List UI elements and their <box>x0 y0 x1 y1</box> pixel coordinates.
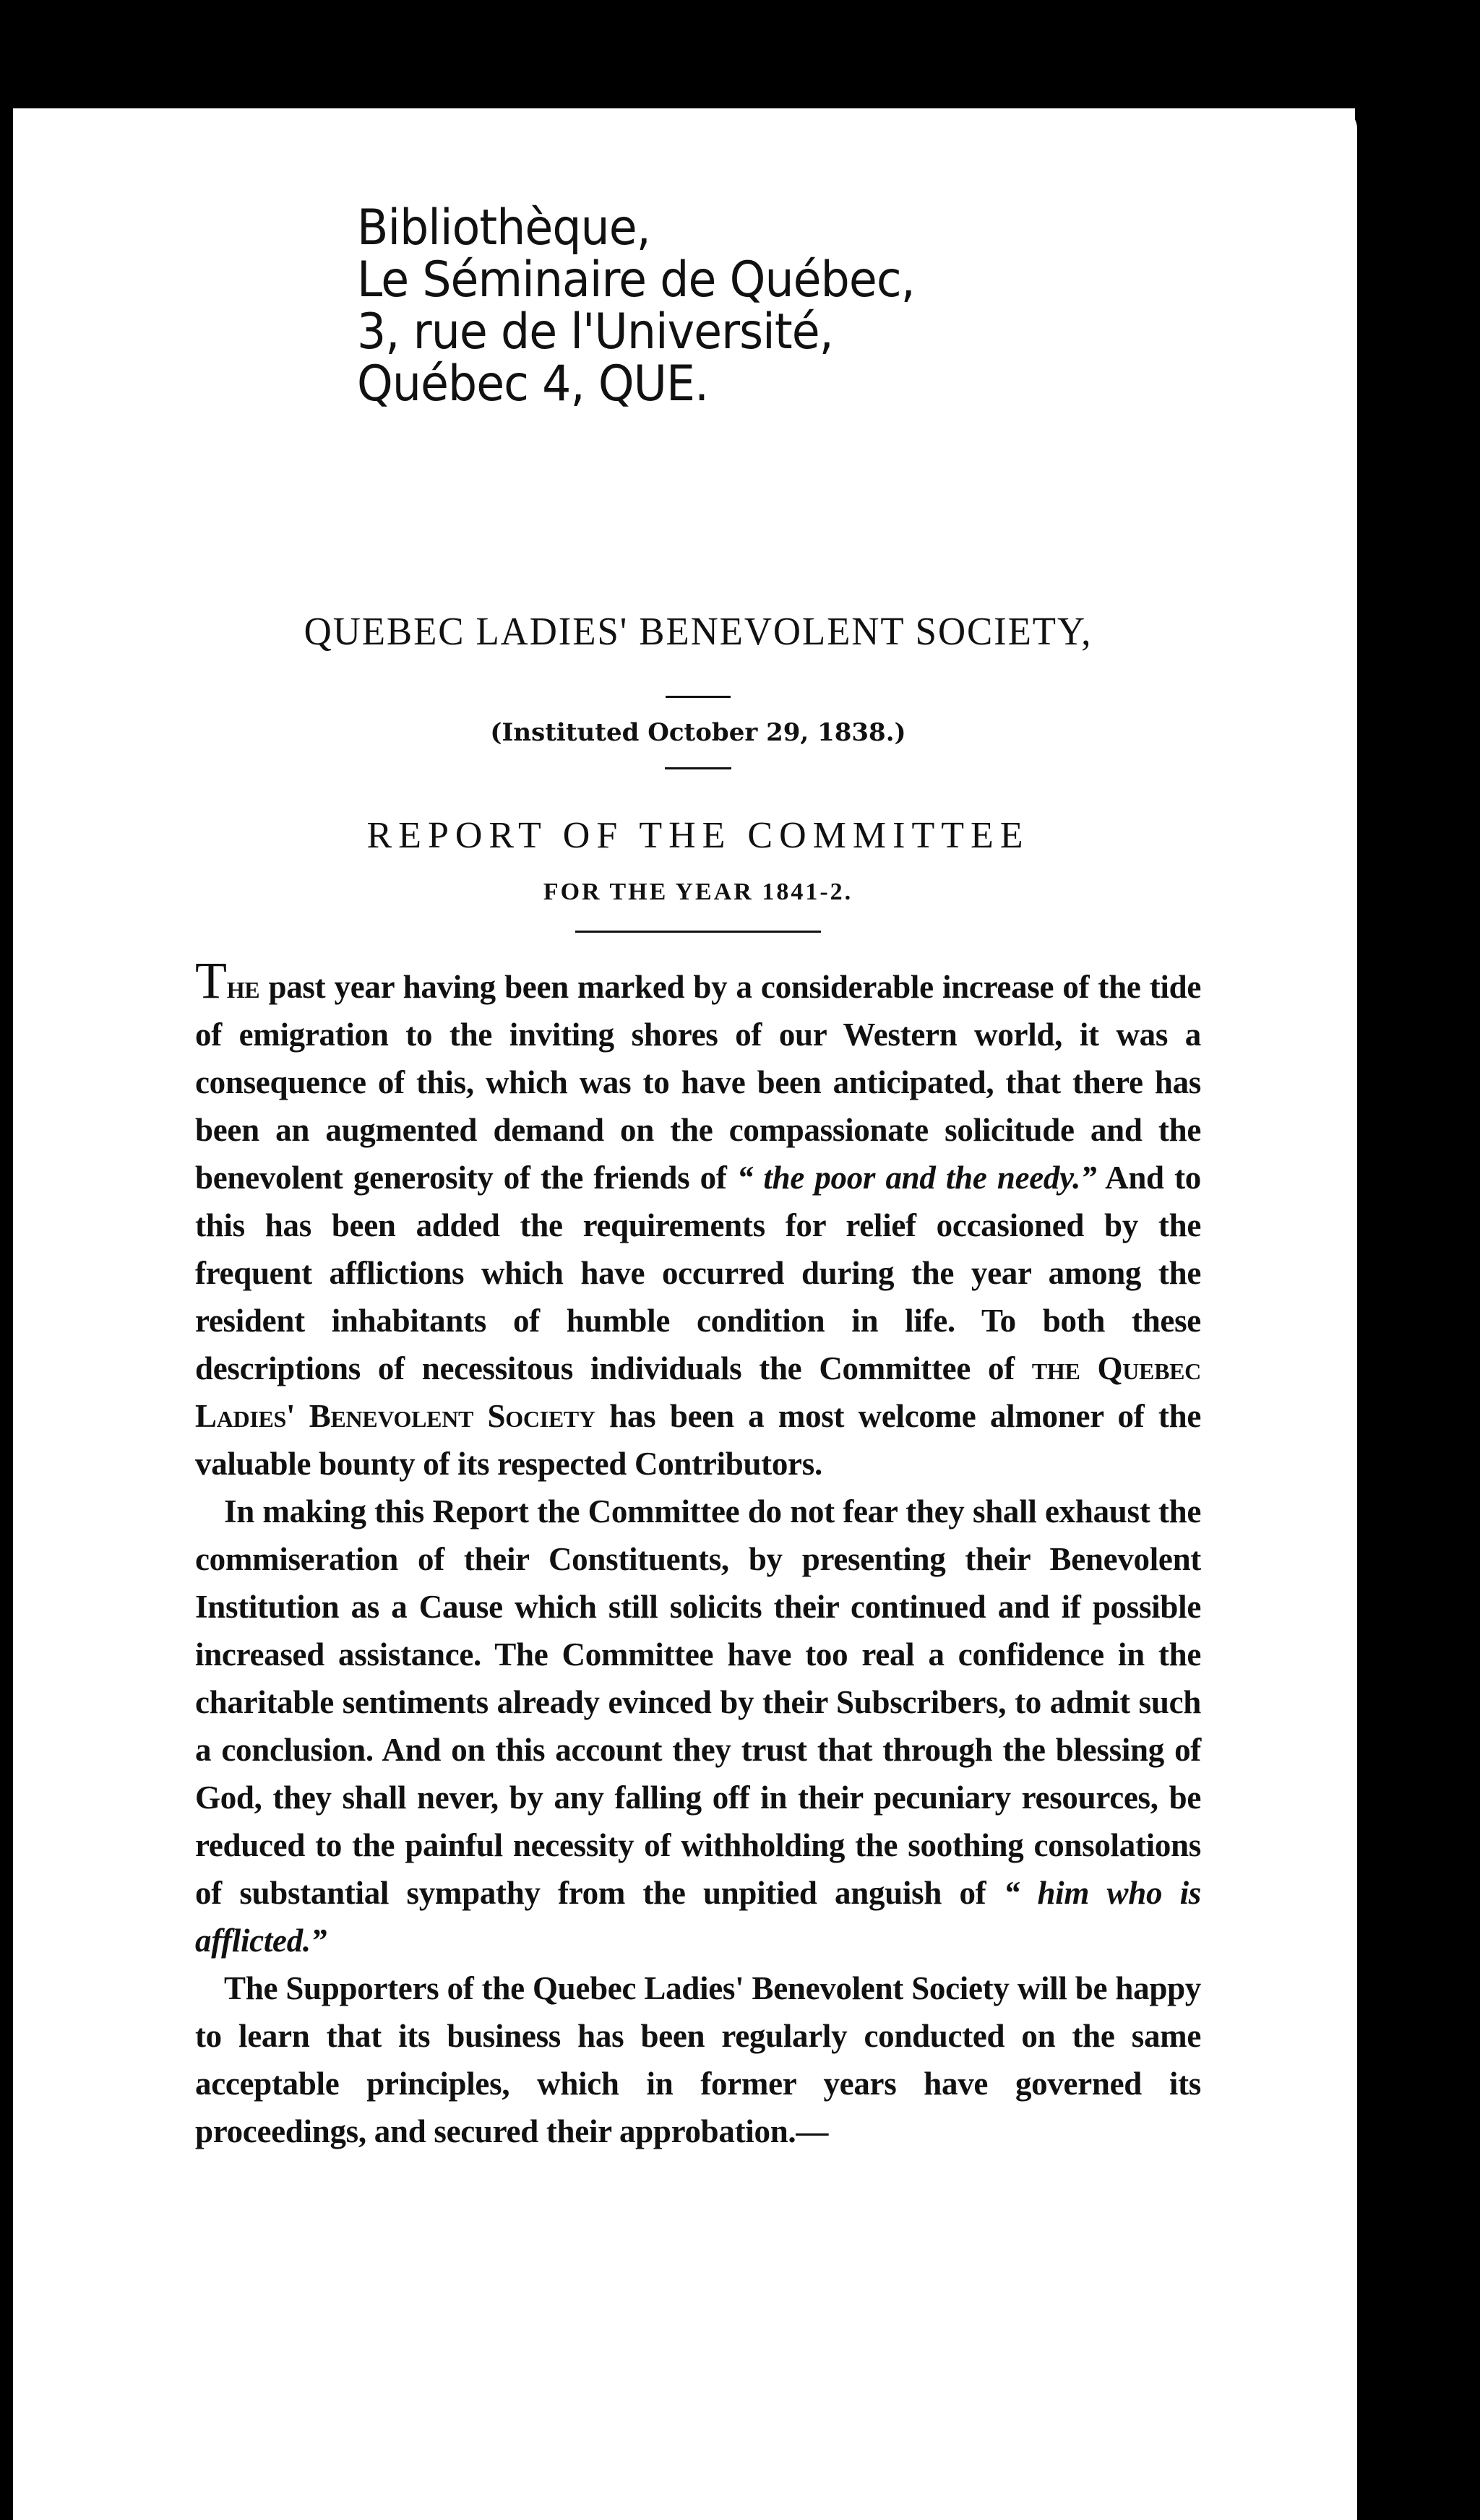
small-caps-text: the Quebec Ladies' Benevolent Society <box>195 1350 1201 1434</box>
quoted-text: “ him who is afflicted.” <box>195 1875 1201 1959</box>
paragraph: The Supporters of the Quebec Ladies' Benevolent Society will be happy to learn that its business has been regularly conducted on the same acceptable principles, which in former years have governed its proceedings, and secured their approbation.— <box>195 1970 1201 2149</box>
paragraph-text: And to this has been added the requirements for relief occasioned by the frequent afflictions which have occurred during the year among the resident inhabitants of humble condition in life. To both these descriptions of necessitous individuals the Committee of <box>195 1160 1201 1386</box>
paragraph <box>195 1488 1201 1964</box>
report-body <box>195 952 1201 2155</box>
document-content <box>195 499 1201 2155</box>
drop-capital: T <box>195 952 227 1009</box>
stamp-line: 3, rue de l'Université, <box>357 303 833 361</box>
document-page <box>13 108 1357 2520</box>
small-caps-text: he <box>226 969 260 1005</box>
scan-border-top <box>0 0 1480 108</box>
paragraph <box>195 952 1201 1488</box>
paragraph-text: past year having been marked by a considerable increase of the tide of emigration to the inviting shores of our Western world, it was a consequence of this, which was to have been anticipated, that there has been an augmented demand on the compassionate solicitude and the benevolent generosity of the friends of <box>195 969 1201 1196</box>
stamp-line: Québec 4, QUE. <box>357 355 709 413</box>
paragraph-text: has been a most welcome almoner of the valuable bounty of its respected Contributors. <box>195 1398 1201 1482</box>
divider-rule <box>665 767 731 769</box>
instituted-date: (Instituted October 29, 1838.) <box>490 718 906 747</box>
paragraph-text: In making this Report the Committee do not fear they shall exhaust the commiseration of their Constituents, by presenting their Benevolent Institution as a Cause which still solicits their continued and if possible increased assistance. The Committee have too real a confidence in the charitable sentiments already evinced by their Subscribers, to admit such a conclusion. And on this account they trust that through the blessing of God, they shall never, by any falling off in their pecuniary resources, be reduced to the painful necessity of withholding the soothing consolations of substantial sympathy from the unpitied anguish of <box>195 1493 1201 1911</box>
report-title: REPORT OF THE COMMITTEE <box>366 815 1030 856</box>
stamp-line: Le Séminaire de Québec, <box>357 251 915 308</box>
divider-rule <box>575 931 821 933</box>
society-title: QUEBEC LADIES' BENEVOLENT SOCIETY, <box>304 609 1093 653</box>
stamp-line: Bibliothèque, <box>357 199 650 256</box>
report-year: FOR THE YEAR 1841-2. <box>543 879 853 905</box>
library-stamp <box>357 199 915 413</box>
divider-rule <box>666 696 731 698</box>
scan-border-right <box>1355 0 1480 2520</box>
quoted-text: “ the poor and the needy.” <box>736 1160 1097 1196</box>
